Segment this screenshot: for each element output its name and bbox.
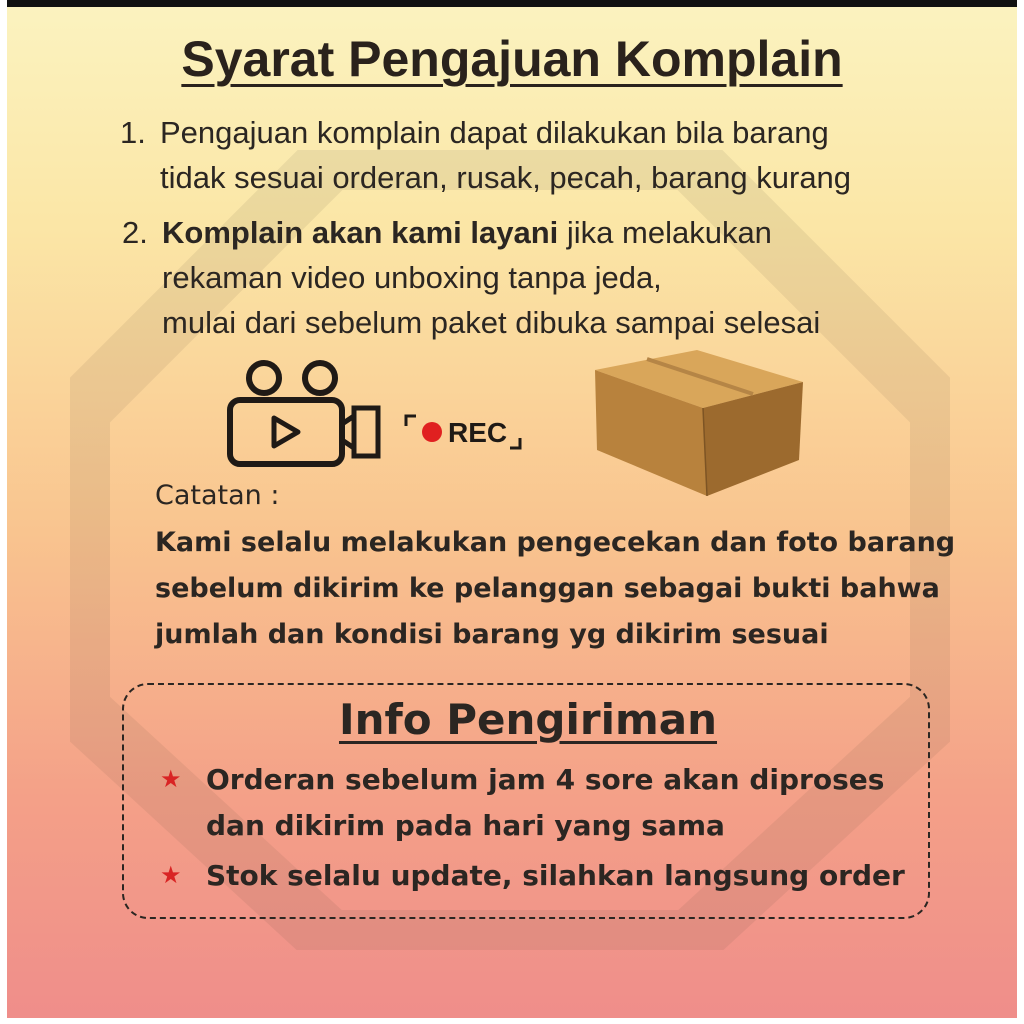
info-item-1-text (206, 757, 884, 849)
page-title: Syarat Pengajuan Komplain (181, 31, 843, 87)
top-border (0, 0, 1024, 7)
note-line-2: sebelum dikirim ke pelanggan sebagai bukti bahwa (155, 573, 940, 604)
rule-2-line-1-rest: jika melakukan (558, 215, 772, 250)
left-border (0, 0, 7, 1024)
rule-1-line-1: Pengajuan komplain dapat dilakukan bila barang (160, 115, 829, 150)
rule-1-body (160, 110, 851, 200)
info-item-2-text (206, 853, 905, 899)
rule-2-number: 2. (122, 215, 148, 250)
shipping-info-box (122, 683, 930, 919)
bottom-border (0, 1018, 1024, 1024)
right-border (1017, 0, 1024, 1024)
rec-indicator-icon (400, 408, 550, 454)
video-camera-icon (222, 358, 392, 470)
info-item-1-line-1: Orderan sebelum jam 4 sore akan diproses (206, 763, 885, 796)
rule-1-line-2: tidak sesuai orderan, rusak, pecah, barang kurang (160, 160, 852, 195)
note-line-3: jumlah dan kondisi barang yg dikirim sesuai (155, 619, 829, 650)
rule-2-line-2: rekaman video unboxing tanpa jeda, (162, 260, 662, 295)
note-line-1: Kami selalu melakukan pengecekan dan foto barang (155, 527, 956, 558)
info-item-2-line-1: Stok selalu update, silahkan langsung order (206, 859, 905, 892)
rule-1-number: 1. (120, 115, 146, 150)
rule-2-emphasis: Komplain akan kami layani (162, 215, 559, 250)
note-section (155, 472, 955, 658)
star-icon: ★ (160, 765, 182, 793)
note-label: Catatan : (155, 480, 280, 511)
rule-2-line-1 (162, 210, 820, 255)
star-icon: ★ (160, 861, 182, 889)
info-item-1-line-2: dan dikirim pada hari yang sama (206, 809, 725, 842)
info-title: Info Pengiriman (338, 695, 718, 744)
rule-2-body (162, 210, 820, 345)
rule-2-line-3: mulai dari sebelum paket dibuka sampai selesai (162, 305, 821, 340)
rec-label: REC (448, 417, 508, 448)
